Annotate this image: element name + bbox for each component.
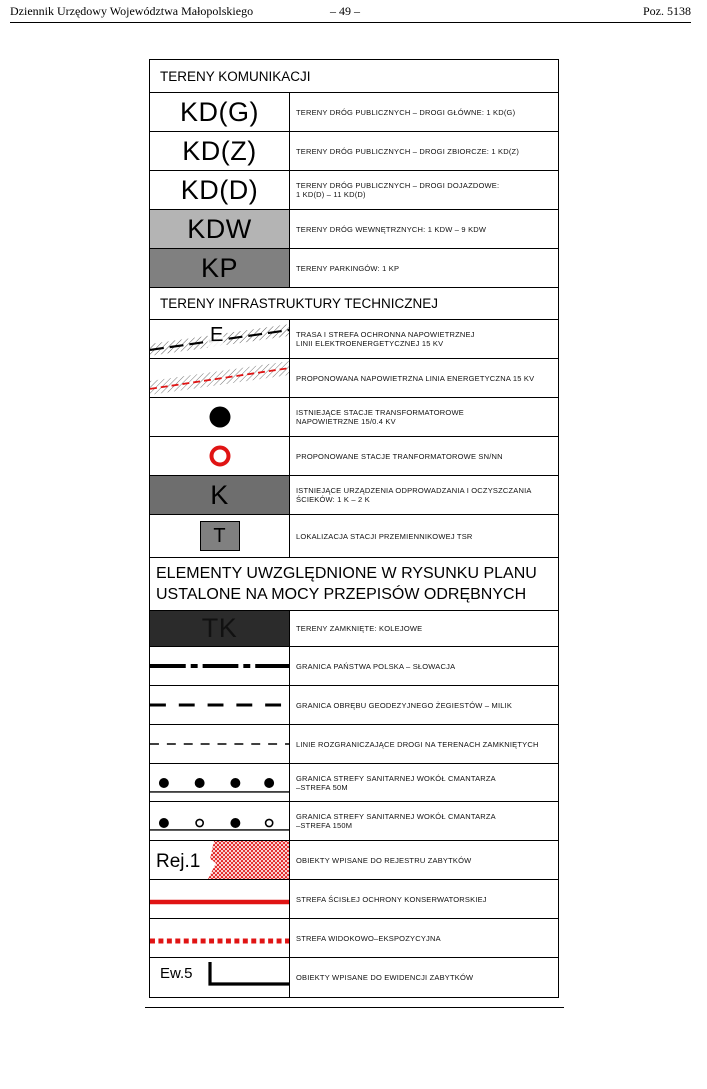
code-rej: Rej.1 bbox=[156, 851, 201, 872]
legend-row-kp bbox=[150, 249, 558, 288]
desc-granica-obrebu: GRANICA OBRĘBU GEODEZYJNEGO ŻEGIESTÓW – MILIK bbox=[296, 700, 513, 710]
code-k: K bbox=[210, 479, 229, 510]
proposed-power-line-icon bbox=[150, 359, 290, 397]
filled-circle-icon bbox=[150, 398, 290, 436]
legend-row-trasa bbox=[150, 320, 558, 359]
legend-table bbox=[149, 59, 559, 998]
short-dash-line-icon bbox=[150, 725, 290, 763]
section-title: TERENY KOMUNIKACJI bbox=[160, 68, 311, 84]
desc-proponowane-stacje: PROPONOWANE STACJE TRANFORMATOROWE SN/NN bbox=[296, 451, 503, 461]
page-number: – 49 – bbox=[330, 4, 360, 18]
code-tk: TK bbox=[201, 613, 238, 643]
desc-kp: TERENY PARKINGÓW: 1 KP bbox=[296, 263, 400, 273]
desc-strefa-150-line1: GRANICA STREFY SANITARNEJ WOKÓŁ CMANTARZA bbox=[296, 812, 496, 821]
code-kdg: KD(G) bbox=[180, 96, 259, 127]
red-crosshatch-icon bbox=[150, 841, 290, 879]
legend-row-strefa-150 bbox=[150, 802, 558, 841]
dots-rings-line-icon bbox=[150, 802, 290, 840]
code-kdw: KDW bbox=[187, 213, 252, 244]
section-title: TERENY INFRASTRUKTURY TECHNICZNEJ bbox=[160, 296, 439, 311]
legend-row-kdg bbox=[150, 93, 558, 132]
red-dotted-line-icon bbox=[150, 919, 290, 957]
legend-row-granica-panstwa bbox=[150, 647, 558, 686]
section-komunikacja bbox=[150, 60, 558, 93]
header-rule bbox=[10, 22, 691, 23]
legend-row-rej bbox=[150, 841, 558, 880]
code-kdz: KD(Z) bbox=[182, 135, 257, 166]
symbol-kp bbox=[150, 249, 290, 287]
legend-row-istniejace-stacje bbox=[150, 398, 558, 437]
code-t: T bbox=[213, 524, 226, 547]
desc-granica-panstwa: GRANICA PAŃSTWA POLSKA – SŁOWACJA bbox=[296, 661, 456, 671]
desc-kdw: TERENY DRÓG WEWNĘTRZNYCH: 1 KDW – 9 KDW bbox=[296, 224, 487, 234]
legend-row-proponowana-linia bbox=[150, 359, 558, 398]
legend-row-kdw bbox=[150, 210, 558, 249]
symbol-kdz bbox=[150, 132, 290, 170]
desc-k-line2: ŚCIEKÓW: 1 K – 2 K bbox=[296, 495, 370, 504]
long-dash-line-icon bbox=[150, 686, 290, 724]
symbol-kdd bbox=[150, 171, 290, 209]
desc-strefa-50-line2: –STREFA 50M bbox=[296, 782, 348, 792]
symbol-kdg bbox=[150, 93, 290, 131]
legend-row-ew bbox=[150, 958, 558, 997]
legend-row-kdd bbox=[150, 171, 558, 210]
section-title-line2: USTALONE NA MOCY PRZEPISÓW ODRĘBNYCH bbox=[156, 586, 527, 603]
desc-ew: OBIEKTY WPISANE DO EWIDENCJI ZABYTKÓW bbox=[296, 973, 474, 982]
desc-kdz: TERENY DRÓG PUBLICZNYCH – DROGI ZBIORCZE: 1 KD(Z) bbox=[296, 146, 520, 156]
desc-tk: TERENY ZAMKNIĘTE: KOLEJOWE bbox=[296, 624, 423, 633]
red-solid-line-icon bbox=[150, 880, 290, 918]
section-infrastruktura bbox=[150, 288, 558, 320]
legend-row-strefa-widokowo bbox=[150, 919, 558, 958]
power-line-hatched-icon bbox=[150, 320, 290, 358]
desc-strefa-widokowo: STREFA WIDOKOWO–EKSPOZYCYJNA bbox=[296, 933, 441, 943]
legend-row-t bbox=[150, 515, 558, 558]
desc-t: LOKALIZACJA STACJI PRZEMIENNIKOWEJ TSR bbox=[296, 531, 473, 541]
symbol-kdw bbox=[150, 210, 290, 248]
code-kdd: KD(D) bbox=[180, 174, 259, 205]
desc-k-line1: ISTNIEJĄCE URZĄDZENIA ODPROWADZANIA I OCZYSZCZANIA bbox=[296, 486, 532, 495]
desc-rej: OBIEKTY WPISANE DO REJESTRU ZABYTKÓW bbox=[296, 855, 472, 865]
desc-kdd-line1: TERENY DRÓG PUBLICZNYCH – DROGI DOJAZDOWE: bbox=[296, 181, 500, 190]
bottom-rule bbox=[145, 1007, 564, 1008]
desc-trasa-line2: LINII ELEKTROENERGETYCZNEJ 15 KV bbox=[296, 339, 444, 348]
desc-strefa-150-line2: –STREFA 150M bbox=[296, 821, 353, 830]
legend-row-proponowane-stacje bbox=[150, 437, 558, 476]
journal-title: Dziennik Urzędowy Województwa Małopolskiego bbox=[10, 4, 254, 18]
desc-trasa-line1: TRASA I STREFA OCHRONNA NAPOWIETRZNEJ bbox=[296, 330, 475, 339]
desc-linie-rozgraniczajace: LINIE ROZGRANICZAJĄCE DROGI NA TERENACH ZAMKNIĘTYCH bbox=[296, 739, 539, 749]
desc-stacje-line1: ISTNIEJĄCE STACJE TRANSFORMATOROWE bbox=[296, 408, 464, 417]
section-elementy bbox=[150, 558, 558, 611]
desc-strefa-50-line1: GRANICA STREFY SANITARNEJ WOKÓŁ CMANTARZA bbox=[296, 773, 496, 783]
code-kp: KP bbox=[200, 252, 239, 283]
desc-strefa-scislej: STREFA ŚCISŁEJ OCHRONY KONSERWATORSKIEJ bbox=[296, 894, 487, 904]
red-ring-icon bbox=[150, 437, 290, 475]
symbol-t bbox=[150, 515, 290, 557]
desc-stacje-line2: NAPOWIETRZNE 15/0.4 KV bbox=[296, 417, 396, 426]
legend-row-granica-obrebu bbox=[150, 686, 558, 725]
state-border-line-icon bbox=[150, 647, 290, 685]
dots-line-icon bbox=[150, 764, 290, 801]
symbol-k bbox=[150, 476, 290, 514]
code-e: E bbox=[210, 324, 224, 346]
desc-kdd-line2: 1 KD(D) – 11 KD(D) bbox=[296, 190, 366, 199]
legend-row-strefa-scislej bbox=[150, 880, 558, 919]
code-ew: Ew.5 bbox=[160, 965, 193, 982]
legend-row-kdz bbox=[150, 132, 558, 171]
legend-row-k bbox=[150, 476, 558, 515]
bracket-line-icon bbox=[150, 958, 290, 997]
position-number: Poz. 5138 bbox=[643, 4, 691, 18]
section-title-line1: ELEMENTY UWZGLĘDNIONE W RYSUNKU PLANU bbox=[156, 565, 537, 582]
desc-kdg: TERENY DRÓG PUBLICZNYCH – DROGI GŁÓWNE: 1 KD(G) bbox=[296, 107, 516, 117]
desc-proponowana-linia: PROPONOWANA NAPOWIETRZNA LINIA ENERGETYCZNA 15 KV bbox=[296, 373, 535, 383]
legend-row-tk bbox=[150, 611, 558, 647]
legend-row-linie-rozgraniczajace bbox=[150, 725, 558, 764]
symbol-tk bbox=[150, 611, 290, 646]
legend-row-strefa-50 bbox=[150, 764, 558, 802]
